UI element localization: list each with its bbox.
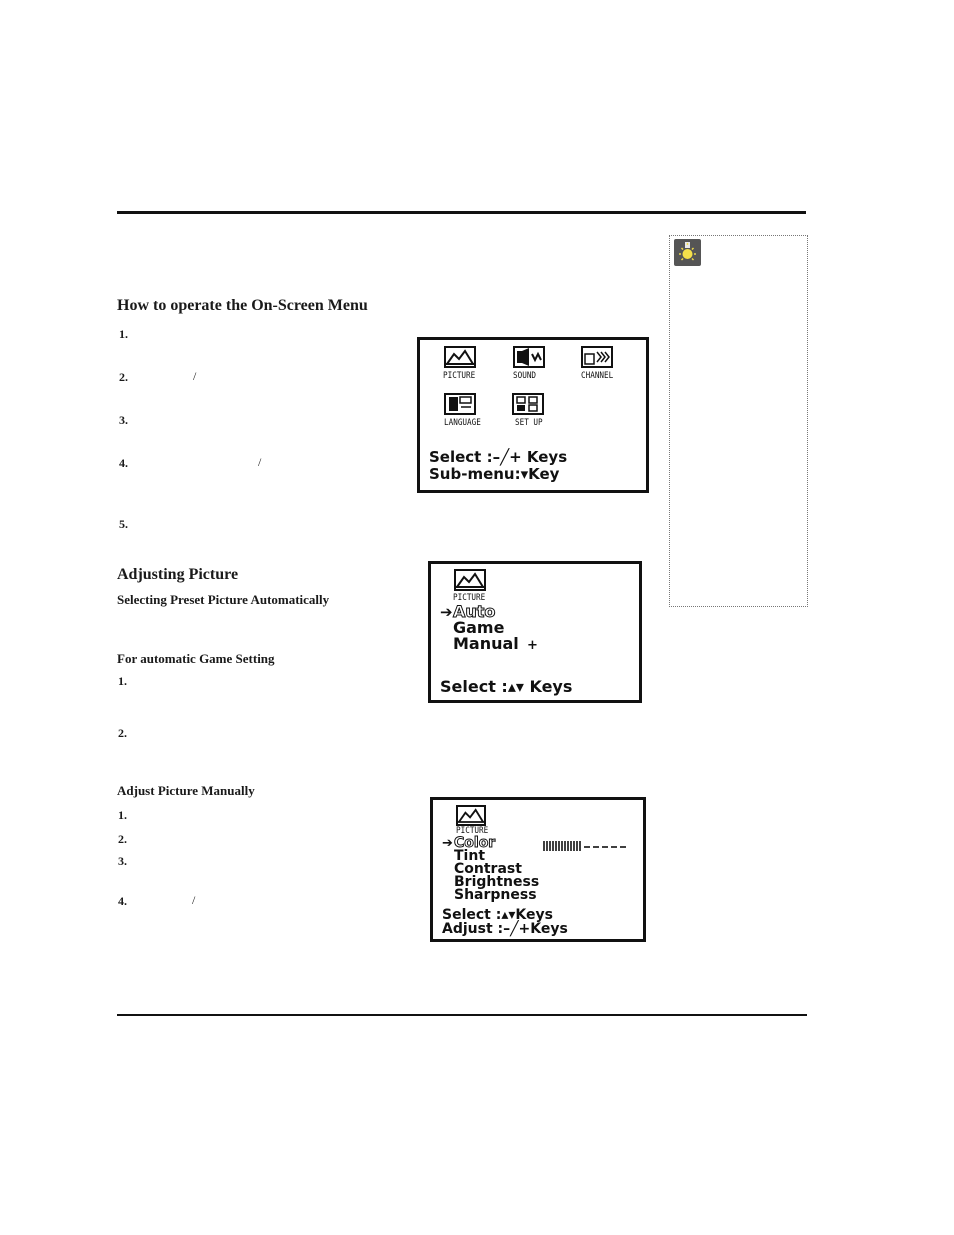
selection-arrow-icon: ➔	[442, 836, 453, 851]
slash-separator: /	[258, 455, 262, 469]
step-number: 5.	[119, 517, 128, 531]
icon-label: LANGUAGE	[444, 418, 481, 428]
menu-item-auto[interactable]: Auto	[453, 602, 496, 621]
step-number: 1.	[118, 674, 127, 688]
main-menu-panel	[417, 337, 649, 493]
menu-submenu-hint: Sub-menu:▾Key	[429, 465, 560, 483]
menu-item-manual[interactable]: Manual	[453, 634, 519, 653]
top-rule	[117, 211, 806, 214]
icon-label: PICTURE	[443, 371, 476, 381]
step-number: 3.	[119, 413, 128, 427]
step-number: 3.	[118, 854, 127, 868]
picture-select-hint: Select :▴▾ Keys	[440, 677, 573, 696]
menu-item-sharpness[interactable]: Sharpness	[454, 887, 537, 903]
tip-box	[669, 235, 808, 607]
step-number: 4.	[119, 456, 128, 470]
step-number: 1.	[118, 808, 127, 822]
lightbulb-icon	[674, 239, 701, 266]
step-number: 2.	[118, 726, 127, 740]
subheading-preset-picture: Selecting Preset Picture Automatically	[117, 592, 330, 607]
subheading-manual-adjust: Adjust Picture Manually	[117, 783, 255, 798]
section-heading-onscreen-menu: How to operate the On-Screen Menu	[117, 297, 368, 314]
picture-mode-panel	[428, 561, 642, 703]
step-number: 1.	[119, 327, 128, 341]
bottom-rule	[117, 1014, 807, 1016]
sound-icon	[513, 346, 545, 368]
picture-icon	[454, 569, 486, 591]
icon-label: SET UP	[515, 418, 543, 428]
color-level-bar[interactable]	[543, 838, 629, 848]
icon-label: CHANNEL	[581, 371, 614, 381]
channel-icon	[581, 346, 613, 368]
icon-label: PICTURE	[456, 826, 489, 836]
menu-item-brightness[interactable]: Brightness	[454, 874, 540, 890]
step-number: 2.	[119, 370, 128, 384]
manual-adjust-hint: Adjust :–╱+Keys	[442, 921, 568, 937]
submenu-plus-indicator: +	[527, 638, 538, 653]
icon-label: SOUND	[513, 371, 537, 381]
slash-separator: /	[192, 893, 196, 907]
language-icon	[444, 393, 476, 415]
section-heading-adjusting-picture: Adjusting Picture	[117, 566, 239, 583]
icon-label: PICTURE	[453, 593, 486, 603]
manual-select-hint: Select :▴▾Keys	[442, 907, 553, 923]
menu-item-tint[interactable]: Tint	[454, 848, 486, 864]
menu-select-hint: Select :–╱+ Keys	[429, 448, 568, 466]
menu-item-contrast[interactable]: Contrast	[454, 861, 522, 877]
step-number: 4.	[118, 894, 127, 908]
menu-item-game[interactable]: Game	[453, 618, 505, 637]
manual-adjust-panel	[430, 797, 646, 942]
menu-item-color[interactable]: Color	[454, 835, 496, 851]
picture-icon	[456, 805, 486, 826]
selection-arrow-icon: ➔	[440, 603, 453, 621]
slash-separator: /	[193, 369, 197, 383]
picture-icon	[444, 346, 476, 368]
setup-icon	[512, 393, 544, 415]
step-number: 2.	[118, 832, 127, 846]
subheading-game-setting: For automatic Game Setting	[117, 651, 275, 666]
